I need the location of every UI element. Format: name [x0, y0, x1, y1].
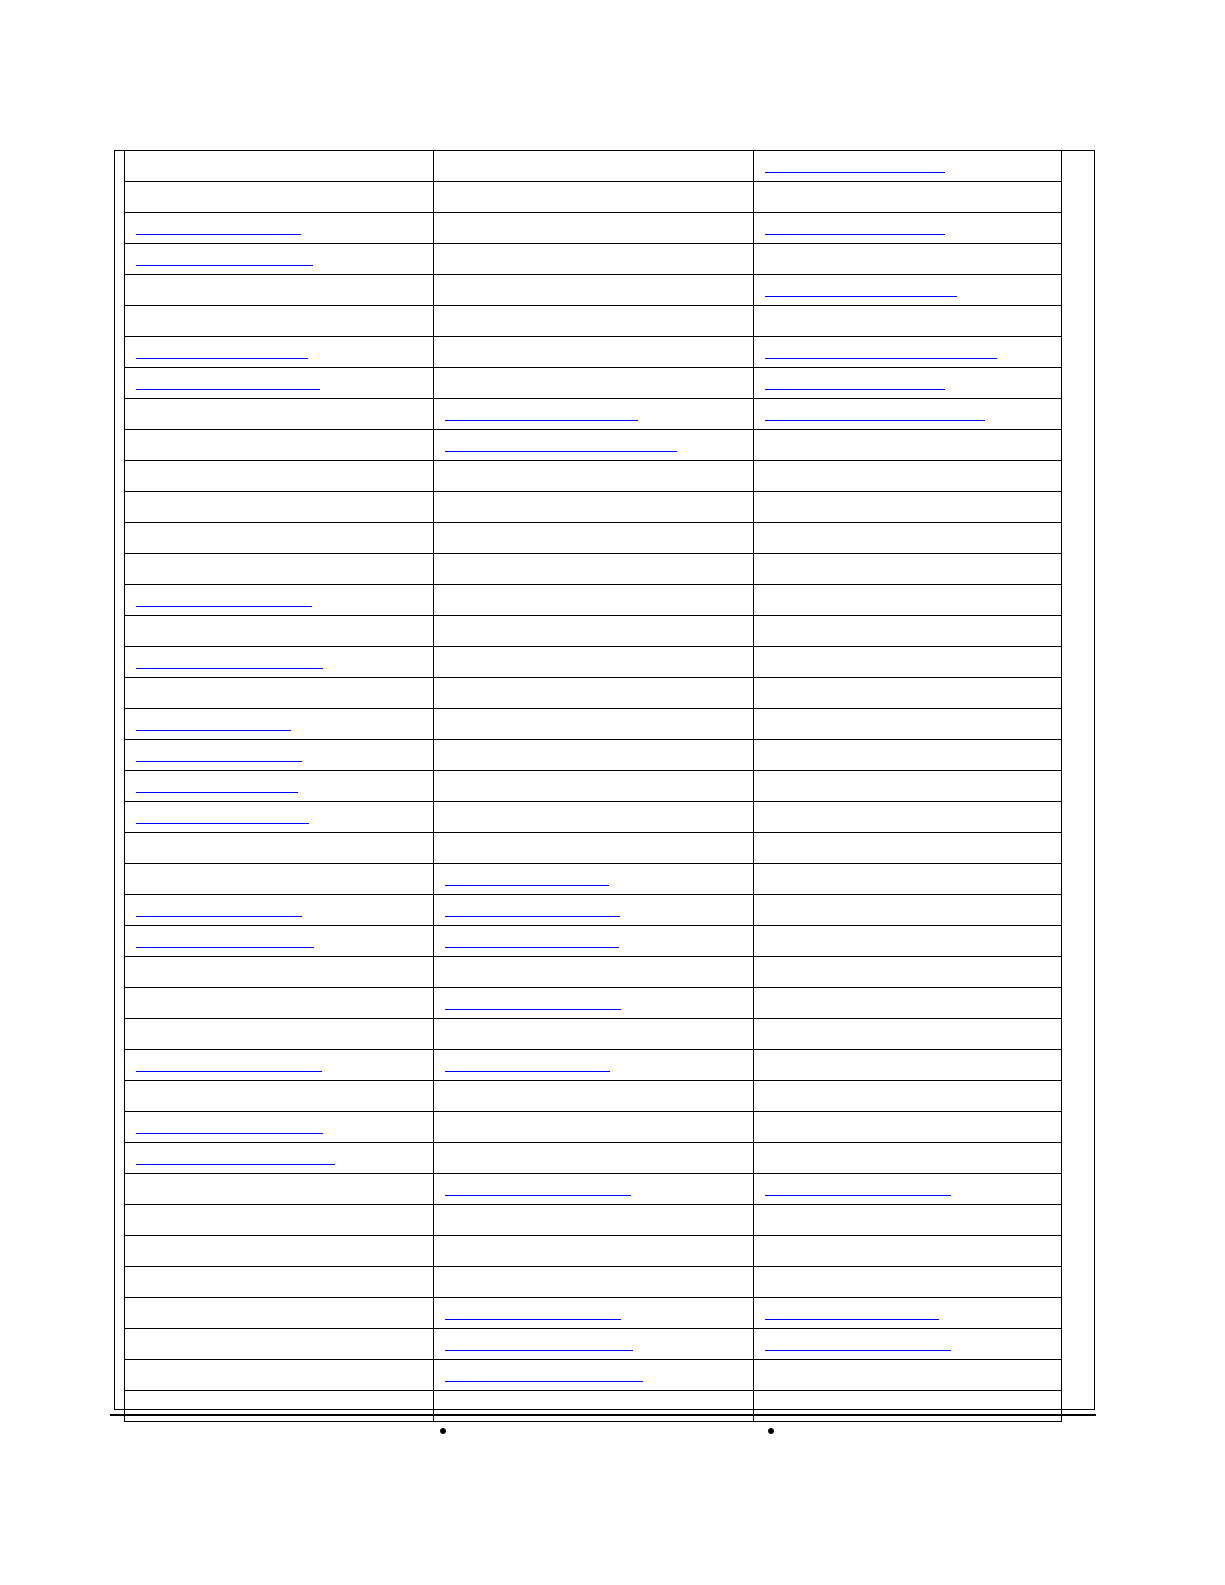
- table-row: [125, 1360, 1062, 1391]
- table-cell: [125, 678, 434, 709]
- table-row: [125, 585, 1062, 616]
- table-row: [125, 709, 1062, 740]
- table-cell: [754, 802, 1062, 833]
- footer-bullet-left: [440, 1428, 446, 1434]
- table-row: [125, 182, 1062, 213]
- table-cell: [754, 1329, 1062, 1360]
- hyperlink[interactable]: [136, 947, 314, 948]
- table-cell: [434, 740, 754, 771]
- table-cell: [125, 802, 434, 833]
- table-cell: [434, 647, 754, 678]
- table-cell: [125, 461, 434, 492]
- hyperlink[interactable]: [765, 234, 945, 235]
- table-row: [125, 1081, 1062, 1112]
- table-cell: [125, 275, 434, 306]
- hyperlink[interactable]: [136, 1133, 323, 1134]
- table-cell: [125, 1360, 434, 1391]
- hyperlink[interactable]: [136, 265, 313, 266]
- table-cell: [125, 740, 434, 771]
- table-row: [125, 1174, 1062, 1205]
- table-cell: [754, 895, 1062, 926]
- table-cell: [434, 554, 754, 585]
- table-cell: [125, 368, 434, 399]
- table-cell: [754, 368, 1062, 399]
- table-cell: [125, 1143, 434, 1174]
- table-cell: [125, 1267, 434, 1298]
- table-row: [125, 678, 1062, 709]
- table-cell: [125, 957, 434, 988]
- hyperlink[interactable]: [136, 792, 298, 793]
- table-cell: [125, 337, 434, 368]
- hyperlink[interactable]: [136, 916, 302, 917]
- hyperlink[interactable]: [765, 389, 945, 390]
- table-cell: [754, 771, 1062, 802]
- hyperlink[interactable]: [445, 1381, 643, 1382]
- table-cell: [125, 616, 434, 647]
- footer-rule: [110, 1414, 1096, 1416]
- table-cell: [754, 244, 1062, 275]
- table-row: [125, 492, 1062, 523]
- table-cell: [125, 585, 434, 616]
- hyperlink[interactable]: [136, 730, 291, 731]
- table-row: [125, 864, 1062, 895]
- table-cell: [125, 926, 434, 957]
- table-cell: [125, 182, 434, 213]
- table-cell: [434, 802, 754, 833]
- table-cell: [434, 368, 754, 399]
- table-cell: [754, 1205, 1062, 1236]
- table-cell: [754, 988, 1062, 1019]
- table-cell: [754, 1267, 1062, 1298]
- table-cell: [754, 399, 1062, 430]
- table-cell: [434, 1174, 754, 1205]
- hyperlink[interactable]: [445, 885, 609, 886]
- footer-bullet-right: [768, 1428, 774, 1434]
- table-cell: [754, 1391, 1062, 1422]
- table-cell: [125, 244, 434, 275]
- table-cell: [434, 492, 754, 523]
- table-cell: [434, 957, 754, 988]
- table-cell: [754, 554, 1062, 585]
- hyperlink[interactable]: [765, 358, 997, 359]
- table-cell: [434, 926, 754, 957]
- table-row: [125, 430, 1062, 461]
- table-cell: [434, 771, 754, 802]
- table-cell: [754, 1019, 1062, 1050]
- table-row: [125, 1050, 1062, 1081]
- table-cell: [434, 523, 754, 554]
- table-cell: [125, 1205, 434, 1236]
- table-cell: [754, 616, 1062, 647]
- table-row: [125, 802, 1062, 833]
- table-cell: [434, 585, 754, 616]
- hyperlink[interactable]: [445, 916, 620, 917]
- table-cell: [754, 647, 1062, 678]
- table-cell: [125, 1298, 434, 1329]
- hyperlink[interactable]: [445, 1071, 610, 1072]
- table-cell: [434, 1236, 754, 1267]
- table-cell: [125, 895, 434, 926]
- table-cell: [754, 430, 1062, 461]
- table-cell: [125, 1236, 434, 1267]
- table-cell: [754, 926, 1062, 957]
- table-cell: [754, 1298, 1062, 1329]
- table-cell: [434, 244, 754, 275]
- table-cell: [754, 678, 1062, 709]
- hyperlink[interactable]: [136, 234, 301, 235]
- table-row: [125, 1112, 1062, 1143]
- hyperlink[interactable]: [136, 668, 323, 669]
- table-cell: [754, 1050, 1062, 1081]
- hyperlink[interactable]: [445, 1319, 621, 1320]
- table-cell: [434, 430, 754, 461]
- table-row: [125, 1329, 1062, 1360]
- table-row: [125, 926, 1062, 957]
- table-cell: [434, 399, 754, 430]
- table-cell: [125, 306, 434, 337]
- table-row: [125, 616, 1062, 647]
- table-cell: [434, 1143, 754, 1174]
- table-row: [125, 1298, 1062, 1329]
- table-cell: [754, 957, 1062, 988]
- table-cell: [754, 492, 1062, 523]
- hyperlink[interactable]: [136, 761, 302, 762]
- table-row: [125, 368, 1062, 399]
- table-cell: [754, 151, 1062, 182]
- table-row: [125, 895, 1062, 926]
- table-row: [125, 523, 1062, 554]
- table-cell: [125, 988, 434, 1019]
- hyperlink[interactable]: [445, 947, 619, 948]
- table-row: [125, 1019, 1062, 1050]
- table-cell: [434, 833, 754, 864]
- table-row: [125, 554, 1062, 585]
- table-row: [125, 833, 1062, 864]
- table-cell: [754, 523, 1062, 554]
- table-cell: [434, 1267, 754, 1298]
- table-cell: [434, 988, 754, 1019]
- hyperlink[interactable]: [136, 823, 309, 824]
- hyperlink[interactable]: [765, 420, 985, 421]
- table-row: [125, 1236, 1062, 1267]
- hyperlink[interactable]: [136, 358, 308, 359]
- table-cell: [125, 833, 434, 864]
- table-cell: [434, 1050, 754, 1081]
- table-cell: [125, 771, 434, 802]
- table-cell: [754, 1112, 1062, 1143]
- table-cell: [125, 647, 434, 678]
- table-cell: [754, 182, 1062, 213]
- table-cell: [754, 306, 1062, 337]
- table-cell: [754, 709, 1062, 740]
- table-cell: [434, 182, 754, 213]
- table-row: [125, 988, 1062, 1019]
- link-grid-table: [124, 151, 1062, 1422]
- table-cell: [125, 1391, 434, 1422]
- table-cell: [125, 1112, 434, 1143]
- table-cell: [434, 1081, 754, 1112]
- table-cell: [754, 337, 1062, 368]
- table-cell: [125, 213, 434, 244]
- table-cell: [754, 1143, 1062, 1174]
- table-cell: [754, 1236, 1062, 1267]
- table-row: [125, 151, 1062, 182]
- table-cell: [125, 1081, 434, 1112]
- table-row: [125, 275, 1062, 306]
- table-cell: [125, 554, 434, 585]
- table-cell: [434, 1329, 754, 1360]
- table-cell: [434, 709, 754, 740]
- table-cell: [125, 1050, 434, 1081]
- hyperlink[interactable]: [445, 1009, 621, 1010]
- table-cell: [754, 461, 1062, 492]
- table-cell: [125, 1019, 434, 1050]
- link-grid-body: [125, 151, 1062, 1422]
- table-row: [125, 1391, 1062, 1422]
- hyperlink[interactable]: [136, 606, 312, 607]
- table-cell: [434, 1391, 754, 1422]
- hyperlink[interactable]: [765, 1319, 939, 1320]
- hyperlink[interactable]: [765, 1195, 951, 1196]
- table-cell: [754, 833, 1062, 864]
- table-cell: [434, 461, 754, 492]
- table-row: [125, 647, 1062, 678]
- table-row: [125, 337, 1062, 368]
- hyperlink[interactable]: [765, 1350, 951, 1351]
- hyperlink[interactable]: [445, 451, 677, 452]
- table-cell: [434, 213, 754, 244]
- table-cell: [754, 585, 1062, 616]
- table-row: [125, 1267, 1062, 1298]
- table-row: [125, 957, 1062, 988]
- hyperlink[interactable]: [136, 1164, 335, 1165]
- table-cell: [125, 1329, 434, 1360]
- table-cell: [125, 151, 434, 182]
- table-cell: [754, 213, 1062, 244]
- table-cell: [434, 616, 754, 647]
- hyperlink[interactable]: [445, 1195, 631, 1196]
- table-row: [125, 306, 1062, 337]
- table-cell: [754, 864, 1062, 895]
- table-row: [125, 244, 1062, 275]
- table-cell: [125, 430, 434, 461]
- table-cell: [434, 1112, 754, 1143]
- table-row: [125, 771, 1062, 802]
- table-cell: [434, 1019, 754, 1050]
- table-cell: [125, 399, 434, 430]
- table-cell: [434, 678, 754, 709]
- table-cell: [754, 275, 1062, 306]
- hyperlink[interactable]: [136, 1071, 322, 1072]
- hyperlink[interactable]: [445, 420, 638, 421]
- table-cell: [125, 709, 434, 740]
- table-cell: [434, 1360, 754, 1391]
- hyperlink[interactable]: [765, 296, 957, 297]
- table-row: [125, 740, 1062, 771]
- table-cell: [434, 151, 754, 182]
- table-cell: [434, 1205, 754, 1236]
- table-cell: [754, 740, 1062, 771]
- table-cell: [125, 1174, 434, 1205]
- table-cell: [434, 864, 754, 895]
- table-cell: [434, 337, 754, 368]
- table-row: [125, 1205, 1062, 1236]
- hyperlink[interactable]: [765, 172, 945, 173]
- table-row: [125, 213, 1062, 244]
- table-cell: [434, 895, 754, 926]
- table-cell: [125, 523, 434, 554]
- hyperlink[interactable]: [445, 1350, 633, 1351]
- table-row: [125, 399, 1062, 430]
- table-cell: [434, 275, 754, 306]
- table-cell: [434, 1298, 754, 1329]
- table-row: [125, 1143, 1062, 1174]
- table-row: [125, 461, 1062, 492]
- table-cell: [754, 1174, 1062, 1205]
- table-cell: [434, 306, 754, 337]
- table-cell: [125, 864, 434, 895]
- table-cell: [754, 1360, 1062, 1391]
- hyperlink[interactable]: [136, 389, 320, 390]
- table-cell: [125, 492, 434, 523]
- table-cell: [754, 1081, 1062, 1112]
